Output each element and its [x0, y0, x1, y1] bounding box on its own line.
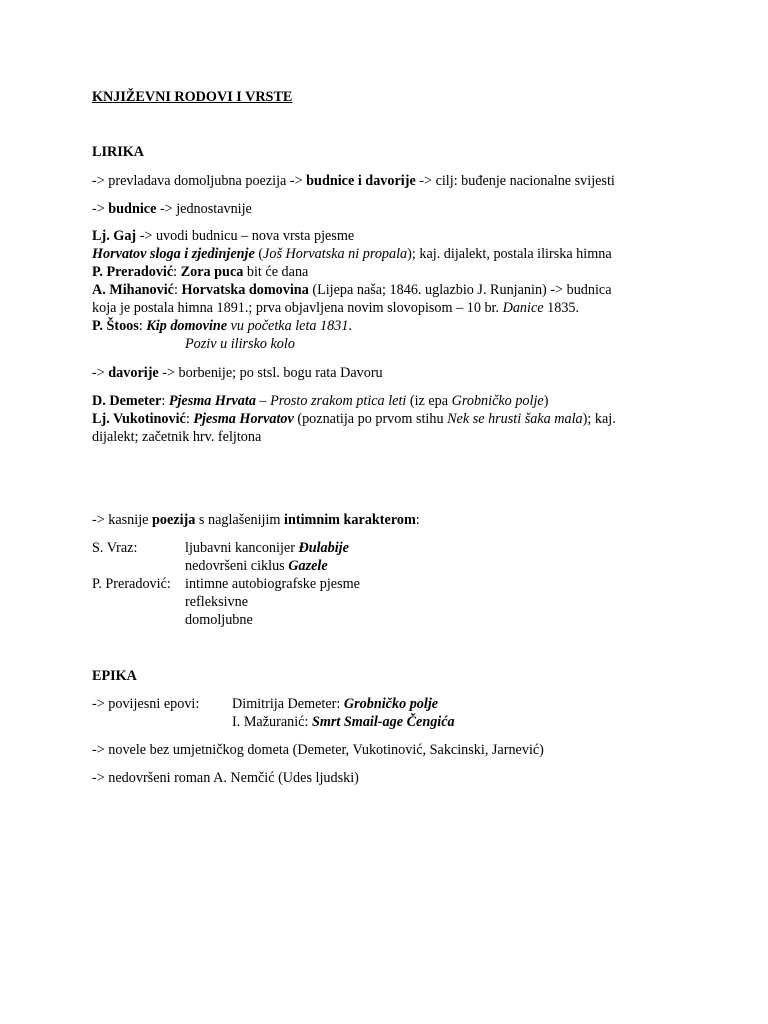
- mihanovic-line: A. Mihanović: Horvatska domovina (Lijepa naša; 1846. uglazbio J. Runjanin) -> budnica: [92, 282, 612, 298]
- vraz-line-2: nedovršeni ciklus Gazele: [185, 558, 328, 574]
- epika-paragraph-2: -> novele bez umjetničkog dometa (Demeter, Vukotinović, Sakcinski, Jarnević): [92, 742, 544, 758]
- epika-heading: EPIKA: [92, 668, 137, 684]
- epika-paragraph-1: -> povijesni epovi: Dimitrija Demeter: Grobničko polje: [92, 696, 439, 712]
- lirika-paragraph-1: -> prevladava domoljubna poezija -> budnice i davorije -> cilj: buđenje nacionalne svijesti: [92, 173, 615, 189]
- epika-paragraph-1-line-2: I. Mažuranić: Smrt Smail-age Čengića: [232, 714, 455, 730]
- preradovic-line: P. Preradović: Zora puca bit će dana: [92, 264, 309, 280]
- vukotinovic-line: Lj. Vukotinović: Pjesma Horvatov (poznatija po prvom stihu Nek se hrusti šaka mala); kaj.: [92, 411, 616, 427]
- lirika-paragraph-2: -> budnice -> jednostavnije: [92, 201, 252, 217]
- demeter-line: D. Demeter: Pjesma Hrvata – Prosto zrakom ptica leti (iz epa Grobničko polje): [92, 393, 549, 409]
- preradovic-intim-line-2: refleksivne: [185, 594, 249, 610]
- epika-paragraph-3: -> nedovršeni roman A. Nemčić (Udes ljudski): [92, 770, 359, 786]
- preradovic-intim-line-1: P. Preradović: intimne autobiografske pjesme: [92, 576, 360, 592]
- preradovic-intim-line-3: domoljubne: [185, 612, 253, 628]
- mihanovic-line-2: koja je postala himna 1891.; prva objavljena novim slovopisom – 10 br. Danice 1835.: [92, 300, 580, 316]
- document-title: KNJIŽEVNI RODOVI I VRSTE: [92, 89, 293, 105]
- lirika-paragraph-4: -> kasnije poezija s naglašenijim intimnim karakterom:: [92, 512, 420, 528]
- gaj-line-2: Horvatov sloga i zjedinjenje (Još Horvatska ni propala); kaj. dijalekt, postala ilirska himna: [92, 246, 612, 262]
- stoos-line: P. Štoos: Kip domovine vu početka leta 1831.: [92, 318, 352, 334]
- stoos-line-2: Poziv u ilirsko kolo: [185, 336, 295, 352]
- vraz-line-1: S. Vraz: ljubavni kanconijer Đulabije: [92, 540, 349, 556]
- lirika-paragraph-3: -> davorije -> borbenije; po stsl. bogu rata Davoru: [92, 365, 383, 381]
- vukotinovic-line-2: dijalekt; začetnik hrv. feljtona: [92, 429, 262, 445]
- gaj-line: Lj. Gaj -> uvodi budnicu – nova vrsta pjesme: [92, 228, 355, 244]
- lirika-heading: LIRIKA: [92, 144, 145, 160]
